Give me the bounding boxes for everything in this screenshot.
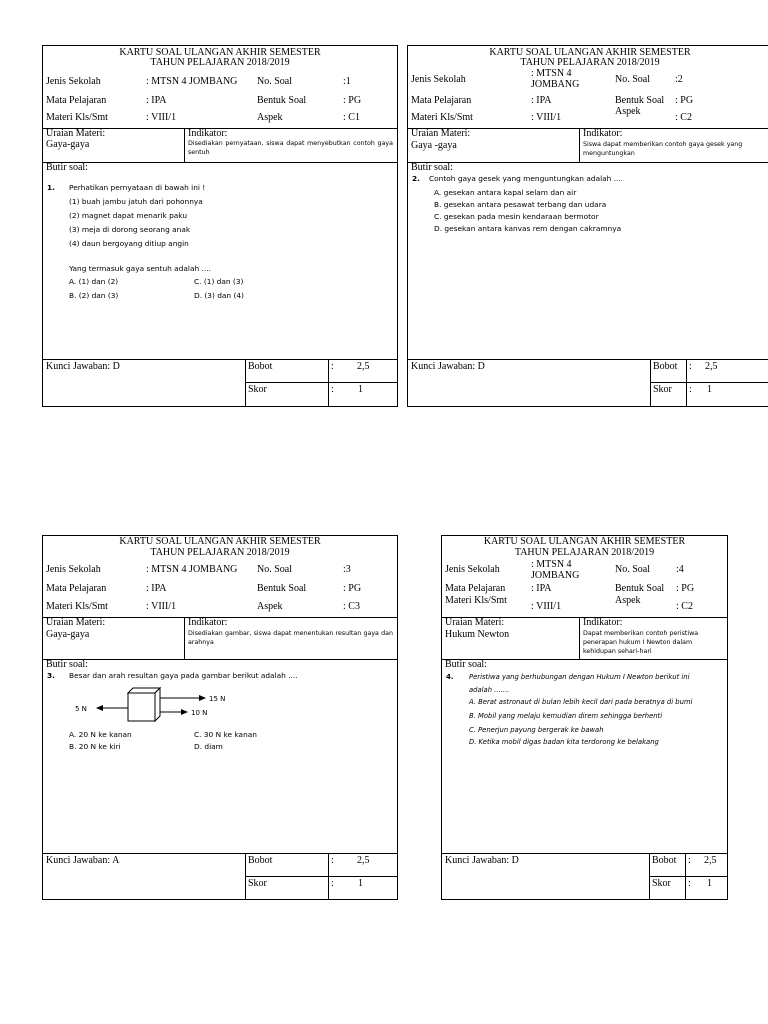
no-soal-label: No. Soal bbox=[615, 564, 650, 575]
divider bbox=[184, 617, 185, 659]
option-c: C. (1) dan (3) bbox=[194, 277, 244, 286]
question-card-4 bbox=[441, 535, 728, 900]
statement-item: (4) daun bergoyang ditiup angin bbox=[69, 239, 189, 248]
butir-soal-label: Butir soal: bbox=[46, 162, 88, 173]
bentuk-soal-label: Bentuk Soal bbox=[257, 583, 307, 594]
skor-label: Skor bbox=[653, 384, 672, 395]
bentuk-soal-label: Bentuk Soal bbox=[615, 583, 665, 594]
divider bbox=[245, 359, 246, 407]
jenis-sekolah-value: : MTSN 4 JOMBANG bbox=[146, 76, 238, 87]
uraian-materi-label: Uraian Materi: bbox=[411, 128, 471, 139]
option-c: C. Penerjun payung bergerak ke bawah bbox=[469, 726, 604, 734]
option-b: B. gesekan antara pesawat terbang dan udara bbox=[434, 200, 607, 209]
option-a: A. 20 N ke kanan bbox=[69, 730, 132, 739]
question-text-cont: adalah ....... bbox=[469, 686, 510, 694]
bobot-value: 2,5 bbox=[357, 855, 370, 866]
bentuk-soal-label: Bentuk Soal bbox=[615, 95, 665, 106]
divider bbox=[579, 128, 580, 162]
jenis-sekolah-label: Jenis Sekolah bbox=[46, 76, 101, 87]
materi-kls-label: Materi Kls/Smt bbox=[46, 601, 108, 612]
bobot-label: Bobot bbox=[248, 361, 273, 372]
kunci-jawaban: Kunci Jawaban: D bbox=[46, 361, 120, 372]
aspek-value: : C1 bbox=[343, 112, 360, 123]
jenis-sekolah-value: : MTSN 4 bbox=[531, 559, 572, 570]
bentuk-soal-value: : PG bbox=[675, 95, 694, 106]
force-left-label: 5 N bbox=[75, 705, 87, 713]
bentuk-soal-value: : PG bbox=[343, 583, 362, 594]
question-text: Contoh gaya gesek yang menguntungkan adalah .... bbox=[429, 174, 624, 183]
question-prompt: Yang termasuk gaya sentuh adalah .... bbox=[69, 264, 211, 273]
no-soal-label: No. Soal bbox=[615, 74, 650, 85]
bobot-label: Bobot bbox=[653, 361, 678, 372]
kunci-jawaban: Kunci Jawaban: A bbox=[46, 855, 120, 866]
skor-value: 1 bbox=[707, 878, 712, 889]
uraian-materi-value: Gaya-gaya bbox=[46, 139, 90, 150]
divider bbox=[184, 128, 185, 162]
aspek-label: Aspek bbox=[615, 106, 641, 117]
divider bbox=[245, 876, 397, 877]
skor-value: 1 bbox=[358, 878, 363, 889]
option-a: A. Berat astronaut di bulan lebih kecil dari pada beratnya di bumi bbox=[469, 698, 693, 706]
uraian-materi-label: Uraian Materi: bbox=[46, 617, 106, 628]
indikator-label: Indikator: bbox=[188, 128, 228, 139]
uraian-materi-value: Gaya -gaya bbox=[411, 140, 457, 151]
question-number: 3. bbox=[47, 671, 55, 680]
divider bbox=[245, 382, 397, 383]
card-subtitle: TAHUN PELAJARAN 2018/2019 bbox=[150, 547, 290, 558]
jenis-sekolah-value-cont: JOMBANG bbox=[531, 79, 580, 90]
divider bbox=[650, 382, 768, 383]
bobot-label: Bobot bbox=[652, 855, 677, 866]
indikator-label: Indikator: bbox=[583, 617, 623, 628]
divider bbox=[408, 359, 768, 360]
butir-soal-label: Butir soal: bbox=[46, 659, 88, 670]
materi-kls-value: : VIII/1 bbox=[146, 601, 177, 612]
skor-colon: : bbox=[689, 384, 692, 395]
skor-colon: : bbox=[331, 878, 334, 889]
skor-value: 1 bbox=[358, 384, 363, 395]
bobot-colon: : bbox=[688, 855, 691, 866]
materi-kls-value: : VIII/1 bbox=[531, 112, 562, 123]
divider bbox=[43, 359, 397, 360]
bobot-value: 2,5 bbox=[705, 361, 718, 372]
kunci-jawaban: Kunci Jawaban: D bbox=[411, 361, 485, 372]
jenis-sekolah-value: : MTSN 4 JOMBANG bbox=[146, 564, 238, 575]
bobot-colon: : bbox=[331, 855, 334, 866]
divider bbox=[686, 359, 687, 407]
divider bbox=[649, 876, 727, 877]
jenis-sekolah-value-cont: JOMBANG bbox=[531, 570, 580, 581]
bentuk-soal-value: : PG bbox=[343, 95, 362, 106]
kunci-jawaban: Kunci Jawaban: D bbox=[445, 855, 519, 866]
card-subtitle: TAHUN PELAJARAN 2018/2019 bbox=[520, 57, 660, 68]
indikator-label: Indikator: bbox=[583, 128, 623, 139]
aspek-label: Aspek bbox=[257, 601, 283, 612]
bobot-value: 2,5 bbox=[704, 855, 717, 866]
no-soal-label: No. Soal bbox=[257, 76, 292, 87]
uraian-materi-value: Hukum Newton bbox=[445, 629, 510, 640]
materi-kls-label: Materi Kls/Smt bbox=[46, 112, 108, 123]
question-number: 4. bbox=[446, 673, 454, 681]
divider bbox=[328, 359, 329, 407]
bobot-colon: : bbox=[331, 361, 334, 372]
question-number: 1. bbox=[47, 183, 55, 192]
skor-value: 1 bbox=[707, 384, 712, 395]
aspek-label: Aspek bbox=[257, 112, 283, 123]
mata-pelajaran-value: : IPA bbox=[531, 95, 552, 106]
card-title: KARTU SOAL ULANGAN AKHIR SEMESTER bbox=[119, 47, 321, 58]
bobot-value: 2,5 bbox=[357, 361, 370, 372]
uraian-materi-label: Uraian Materi: bbox=[46, 128, 106, 139]
no-soal-value: :1 bbox=[343, 76, 351, 87]
materi-kls-value: : VIII/1 bbox=[146, 112, 177, 123]
aspek-value: : C2 bbox=[675, 112, 692, 123]
divider bbox=[43, 162, 397, 163]
indikator-text: Siswa dapat memberikan contoh gaya gesek yang menguntungkan bbox=[583, 141, 743, 157]
skor-colon: : bbox=[331, 384, 334, 395]
option-c: C. gesekan pada mesin kendaraan bermotor bbox=[434, 212, 599, 221]
statement-item: (2) magnet dapat menarik paku bbox=[69, 211, 188, 220]
materi-kls-label: Materi Kls/Smt bbox=[445, 595, 507, 606]
mata-pelajaran-value: : IPA bbox=[146, 583, 167, 594]
option-d: D. (3) dan (4) bbox=[194, 291, 244, 300]
option-b: B. Mobil yang melaju kemudian direm sehingga berhenti bbox=[469, 712, 663, 720]
statement-item: (1) buah jambu jatuh dari pohonnya bbox=[69, 197, 203, 206]
card-title: KARTU SOAL ULANGAN AKHIR SEMESTER bbox=[483, 536, 686, 547]
question-number: 2. bbox=[412, 174, 420, 183]
no-soal-label: No. Soal bbox=[257, 564, 292, 575]
question-card-1 bbox=[42, 45, 398, 407]
card-title: KARTU SOAL ULANGAN AKHIR SEMESTER bbox=[489, 47, 691, 58]
statement-item: (3) meja di dorong seorang anak bbox=[69, 225, 191, 234]
uraian-materi-value: Gaya-gaya bbox=[46, 629, 90, 640]
uraian-materi-label: Uraian Materi: bbox=[445, 617, 505, 628]
option-d: D. diam bbox=[194, 742, 223, 751]
question-card-3 bbox=[42, 535, 398, 900]
mata-pelajaran-value: : IPA bbox=[146, 95, 167, 106]
option-c: C. 30 N ke kanan bbox=[194, 730, 257, 739]
divider bbox=[43, 853, 397, 854]
question-text: Besar dan arah resultan gaya pada gambar berikut adalah .... bbox=[69, 671, 298, 680]
indikator-label: Indikator: bbox=[188, 617, 228, 628]
option-b: B. 20 N ke kiri bbox=[69, 742, 121, 751]
mata-pelajaran-label: Mata Pelajaran bbox=[411, 95, 472, 106]
aspek-label: Aspek bbox=[615, 595, 641, 606]
option-a: A. (1) dan (2) bbox=[69, 277, 119, 286]
skor-label: Skor bbox=[652, 878, 671, 889]
question-text: Perhatikan pernyataan di bawah ini ! bbox=[69, 183, 206, 192]
force-right-bottom-label: 10 N bbox=[191, 709, 208, 717]
jenis-sekolah-label: Jenis Sekolah bbox=[411, 74, 466, 85]
no-soal-value: :4 bbox=[676, 564, 684, 575]
bobot-label: Bobot bbox=[248, 855, 273, 866]
jenis-sekolah-label: Jenis Sekolah bbox=[46, 564, 101, 575]
mata-pelajaran-label: Mata Pelajaran bbox=[445, 583, 506, 594]
divider bbox=[579, 617, 580, 659]
mata-pelajaran-value: : IPA bbox=[531, 583, 552, 594]
aspek-value: : C3 bbox=[343, 601, 360, 612]
option-a: A. gesekan antara kapal selam dan air bbox=[434, 188, 577, 197]
divider bbox=[650, 359, 651, 407]
skor-label: Skor bbox=[248, 384, 267, 395]
option-d: D. gesekan antara kanvas rem dengan cakramnya bbox=[434, 224, 622, 233]
materi-kls-label: Materi Kls/Smt bbox=[411, 112, 473, 123]
indikator-text: Disediakan pernyataan, siswa dapat menyebutkan contoh gaya sentuh bbox=[188, 140, 393, 156]
materi-kls-value: : VIII/1 bbox=[531, 601, 562, 612]
option-b: B. (2) dan (3) bbox=[69, 291, 119, 300]
indikator-text: Dapat memberikan contoh peristiwa penerapan hukum I Newton dalam kehidupan sehari-hari bbox=[583, 630, 699, 655]
card-subtitle: TAHUN PELAJARAN 2018/2019 bbox=[150, 57, 290, 68]
question-card-2 bbox=[407, 45, 768, 407]
card-title: KARTU SOAL ULANGAN AKHIR SEMESTER bbox=[119, 536, 321, 547]
bentuk-soal-value: : PG bbox=[676, 583, 695, 594]
no-soal-value: :3 bbox=[343, 564, 351, 575]
divider bbox=[408, 162, 768, 163]
option-d: D. Ketika mobil digas badan kita terdorong ke belakang bbox=[469, 738, 659, 746]
force-diagram bbox=[63, 686, 243, 731]
no-soal-value: :2 bbox=[675, 74, 683, 85]
force-right-top-label: 15 N bbox=[209, 695, 226, 703]
skor-label: Skor bbox=[248, 878, 267, 889]
butir-soal-label: Butir soal: bbox=[445, 659, 487, 670]
jenis-sekolah-label: Jenis Sekolah bbox=[445, 564, 500, 575]
bentuk-soal-label: Bentuk Soal bbox=[257, 95, 307, 106]
card-subtitle: TAHUN PELAJARAN 2018/2019 bbox=[514, 547, 655, 558]
indikator-text: Disediakan gambar, siswa dapat menentukan resultan gaya dan arahnya bbox=[188, 630, 393, 646]
butir-soal-label: Butir soal: bbox=[411, 162, 453, 173]
question-text: Peristiwa yang berhubungan dengan Hukum I Newton berikut ini bbox=[469, 673, 690, 681]
mata-pelajaran-label: Mata Pelajaran bbox=[46, 95, 107, 106]
aspek-value: : C2 bbox=[676, 601, 693, 612]
skor-colon: : bbox=[688, 878, 691, 889]
mata-pelajaran-label: Mata Pelajaran bbox=[46, 583, 107, 594]
divider bbox=[43, 659, 397, 660]
bobot-colon: : bbox=[689, 361, 692, 372]
jenis-sekolah-value: : MTSN 4 bbox=[531, 68, 572, 79]
